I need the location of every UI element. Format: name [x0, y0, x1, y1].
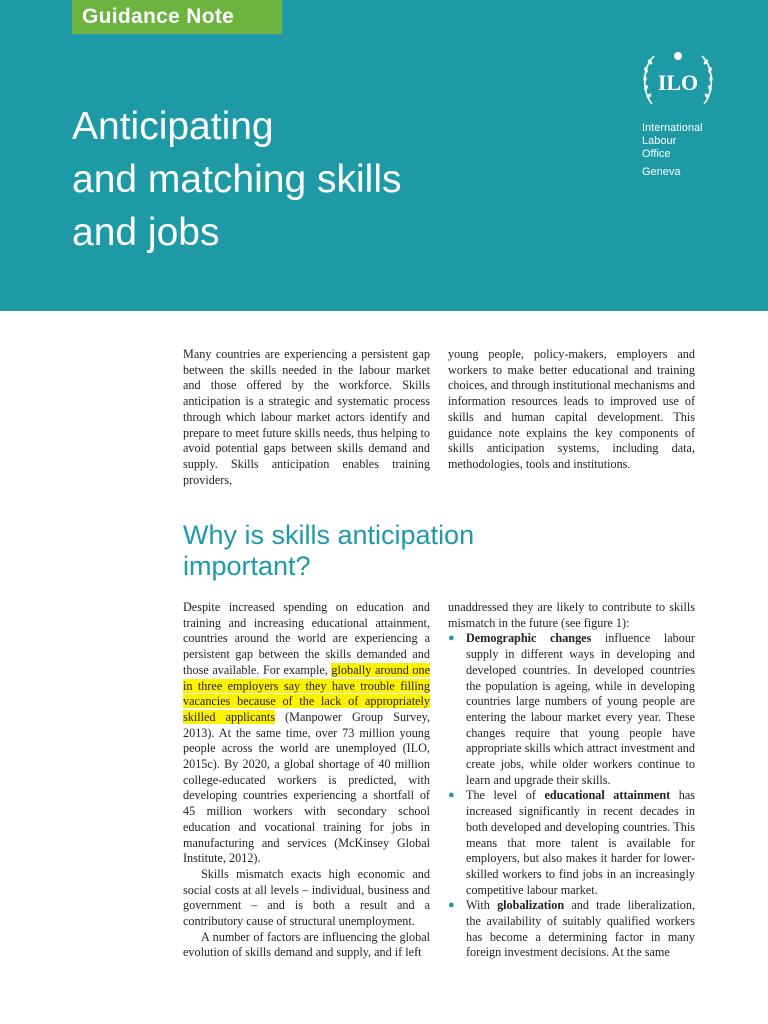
title-line: and jobs — [72, 211, 220, 254]
body-right-column — [448, 600, 695, 961]
body-paragraph: A number of factors are influencing the global evolution of skills demand and supply, and if left — [183, 929, 430, 960]
guidance-note-tag: Guidance Note — [72, 0, 282, 34]
bullet-list — [448, 631, 695, 961]
intro-left-column: Many countries are experiencing a persistent gap between the skills needed in the labour market and those offered by the workforce. Skills anticipation is a strategic and systematic process through which labour market actors identify and prepare to meet future skills needs, thus helping to avoid potential gaps between skills demand and supply. Skills anticipation enables training providers, — [183, 347, 430, 487]
ilo-logo-icon — [640, 48, 716, 112]
bold-term: globalization — [497, 898, 565, 913]
org-name — [642, 122, 703, 179]
org-line: Office — [642, 148, 671, 160]
heading-line: important? — [183, 551, 311, 581]
header-banner — [0, 0, 768, 311]
body-paragraph: Skills mismatch exacts high economic and social costs at all levels – individual, business and government – and is both a result and a contributory cause of structural unemployment. — [183, 866, 430, 929]
highlighted-text: globally around one in three employers say they have trouble filling vacancies because of the lack of appropriately skilled applicants — [183, 662, 431, 724]
logo-text: ILO — [657, 70, 699, 95]
title-line: and matching skills — [72, 158, 402, 201]
bold-term: Demographic changes — [466, 631, 592, 646]
text-run: (Manpower Group Survey, 2013). At the same time, over 73 million young people across the world are unemployed (ILO, 2015c). By 2020, a global shortage of 40 million college-educated workers is predicted, with developing countries experiencing a shortfall of 45 million workers with secondary school education and vocational training for jobs in manufacturing and services (McKinsey Global Institute, 2012). — [183, 709, 430, 866]
text-run: Despite increased spending on education and training and increasing educational attainment, countries around the world are experiencing a persistent gap between the skills demanded and those available. For example, — [183, 600, 430, 677]
body-paragraph: unaddressed they are likely to contribute to skills mismatch in the future (see figure 1): — [448, 600, 695, 630]
title-line: Anticipating — [72, 105, 274, 148]
body-left-column — [183, 600, 430, 961]
bullet-item: ● The level of educational attainment has increased significantly in recent decades in both developed and developing countries. This means that more talent is available for employers, but also makes it harder for lower-skilled workers to find jobs in an increasingly competitive labour market. — [448, 788, 695, 898]
bold-term: educational attainment — [544, 788, 671, 803]
section-heading — [183, 520, 603, 582]
body-paragraph — [183, 600, 430, 867]
page-title — [72, 100, 492, 259]
org-line: Labour — [642, 135, 677, 147]
org-line: International — [642, 122, 703, 134]
bullet-item: ● Demographic changes influence labour supply in different ways in developing and developed countries. In developed countries the population is ageing, while in developing countries large numbers of young people are entering the labour market every year. These changes require that young people have appropriate skills which attract investment and create jobs, while older workers continue to learn and upgrade their skills. — [448, 631, 695, 788]
heading-line: Why is skills anticipation — [183, 520, 475, 550]
org-city: Geneva — [642, 166, 681, 178]
intro-right-column: young people, policy-makers, employers and workers to make better educational and training choices, and through institutional mechanisms and information resources leads to improved use of skills and human capital development. This guidance note explains the key components of skills anticipation systems, including data, methodologies, tools and institutions. — [448, 347, 695, 471]
bullet-item: ● With globalization and trade liberalization, the availability of suitably qualified workers has become a determining factor in many foreign investment decisions. At the same — [448, 898, 695, 961]
